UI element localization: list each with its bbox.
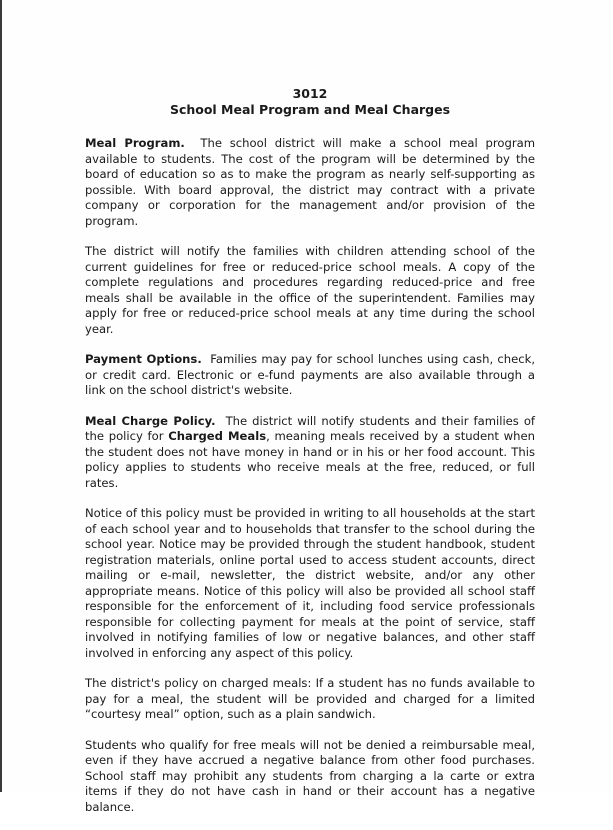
paragraph-meal-charge-policy bbox=[85, 414, 535, 492]
charged-meals-term: Charged Meals bbox=[168, 429, 267, 443]
paragraph-free-reduced-guidelines bbox=[85, 244, 535, 337]
heading-meal-charge-policy: Meal Charge Policy. bbox=[85, 413, 216, 428]
paragraph-notice bbox=[85, 506, 535, 661]
paragraph-text: Students who qualify for free meals will not be denied a reimbursable meal, even if they have accrued a negative balance from other food purchases. School staff may prohibit any students from charging a la carte or extra items if they do not have cash in hand or their account has a negative balance. bbox=[85, 737, 535, 814]
paragraph-text: The district will notify students and their families of the policy for bbox=[85, 413, 536, 443]
paragraph-text: The district will notify the families with children attending school of the current guidelines for free or reduced-price school meals. A copy of the complete regulations and procedures regarding reduced-price and free meals shall be available in the office of the superintendent. Families may apply for free or reduced-price school meals at any time during the school year. bbox=[85, 244, 535, 336]
paragraph-text: Notice of this policy must be provided in writing to all households at the start of each school year and to households that transfer to the school during the school year. Notice may be provided through the student handbook, student registration materials, online portal used to access student accounts, direct mailing or e-mail, newsletter, the district website, and/or any other appropriate means. Notice of this policy will also be provided all school staff responsible for the enforcement of it, including food service professionals responsible for collecting payment for meals at the point of service, staff involved in notifying families of low or negative balances, and other staff involved in enforcing any aspect of this policy. bbox=[85, 506, 535, 660]
paragraph-text: , meaning meals received by a student when the student does not have money in hand or in his or her food account. This policy applies to students who receive meals at the free, reduced, or full rates. bbox=[85, 429, 535, 490]
paragraph-meal-program bbox=[85, 136, 535, 229]
paragraph-text: The district's policy on charged meals: If a student has no funds available to pay for a meal, the student will be provided and charged for a limited “courtesy meal” option, such as a plain sandwich. bbox=[85, 676, 535, 721]
paragraph-text: Families may pay for school lunches using cash, check, or credit card. Electronic or e-fund payments are also available through a link on the school district's website. bbox=[85, 352, 536, 397]
paragraph-text: The school district will make a school meal program available to students. The cost of the program will be determined by the board of education so as to make the program as nearly self-supporting as possible. With board approval, the district may contract with a private company or corporation for the management and/or provision of the program. bbox=[85, 136, 535, 228]
page-left-edge bbox=[0, 0, 2, 792]
policy-number: 3012 bbox=[292, 86, 328, 101]
paragraph-charged-meals-policy bbox=[85, 676, 535, 723]
heading-meal-program: Meal Program. bbox=[85, 136, 185, 150]
policy-title: School Meal Program and Meal Charges bbox=[169, 102, 451, 117]
paragraph-free-meal-students bbox=[85, 738, 535, 816]
heading-payment-options: Payment Options. bbox=[85, 352, 202, 366]
document-body bbox=[85, 86, 535, 830]
paragraph-payment-options bbox=[85, 352, 535, 399]
